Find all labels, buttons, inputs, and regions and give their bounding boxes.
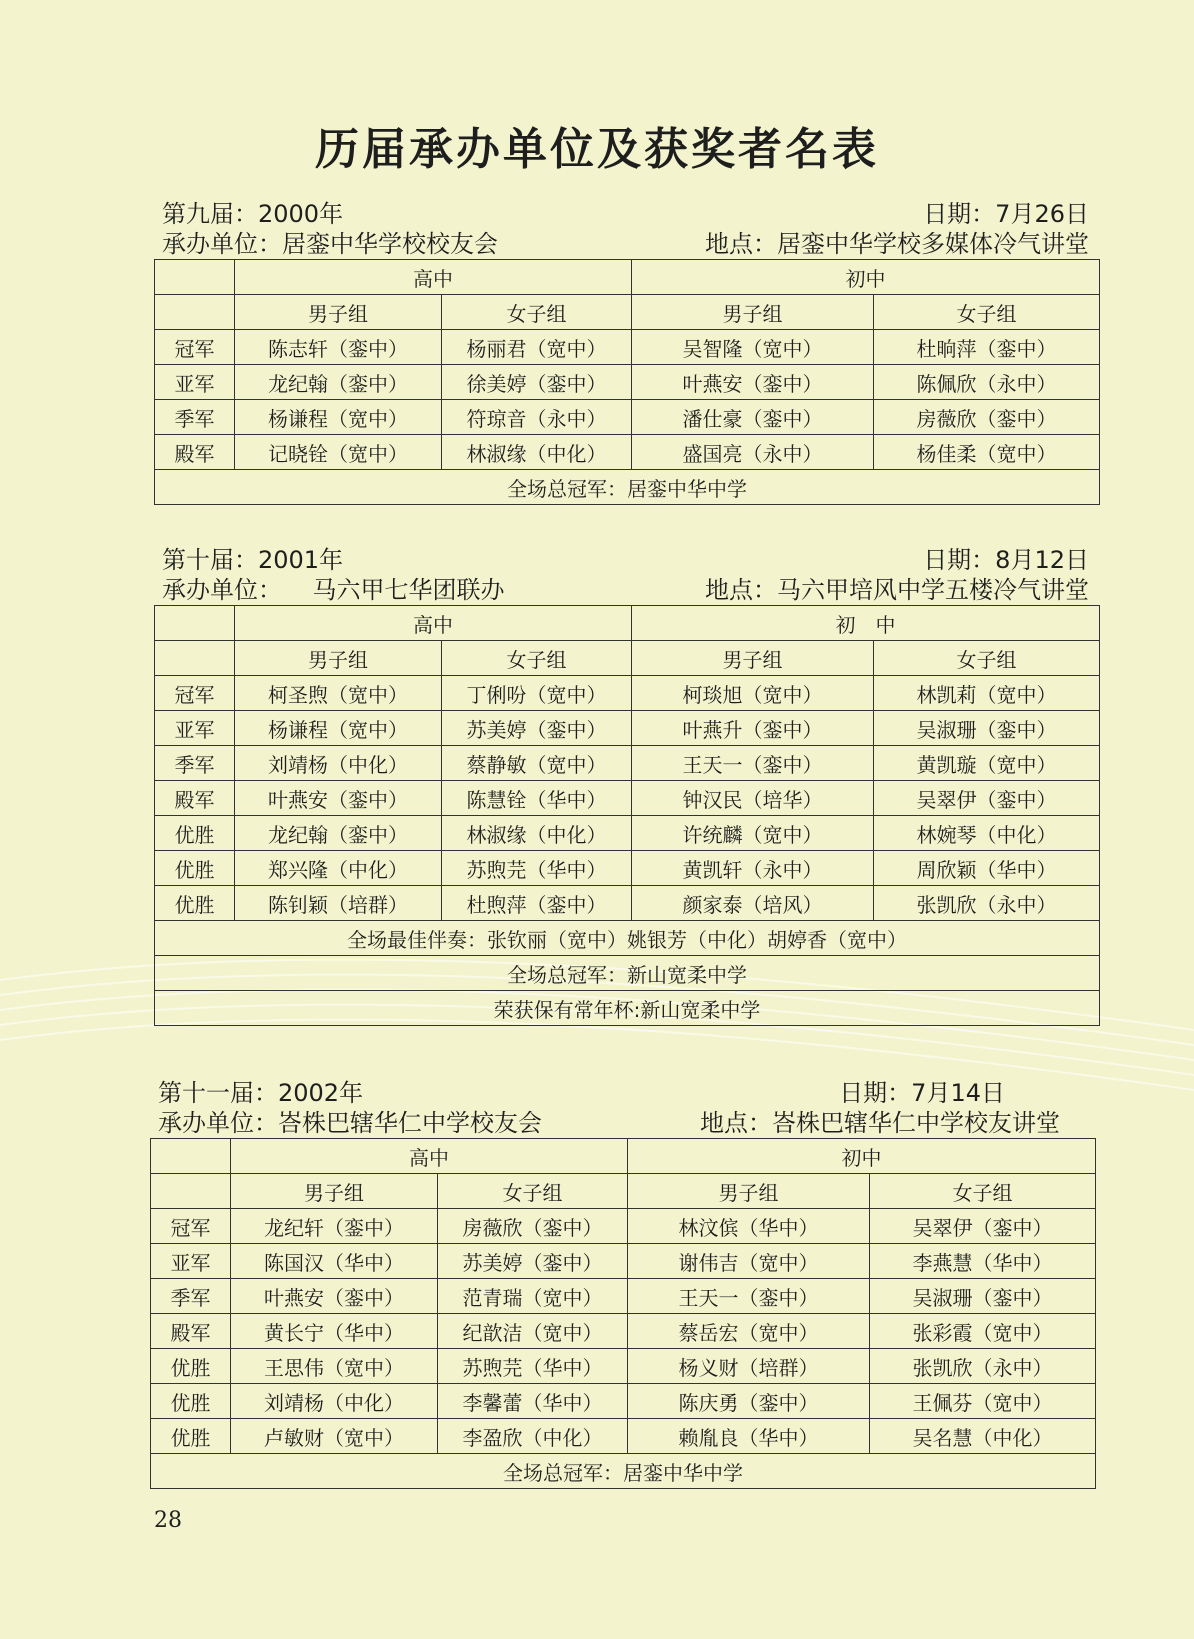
table-row xyxy=(155,676,1100,711)
organizer-label: 承办单位：居銮中华学校校友会 xyxy=(162,230,498,258)
winner-cell: 柯圣煦（宽中） xyxy=(235,676,442,711)
winner-cell: 丁俐吩（宽中） xyxy=(442,676,632,711)
edition-label: 第九届：2000年 xyxy=(162,200,344,228)
winner-cell: 刘靖杨（中化） xyxy=(235,746,442,781)
rank-cell: 殿军 xyxy=(155,781,235,816)
winner-cell: 叶燕安（銮中） xyxy=(231,1279,438,1314)
winner-cell: 李燕慧（华中） xyxy=(870,1244,1096,1279)
level-header: 初 中 xyxy=(632,606,1100,641)
results-table xyxy=(150,1138,1096,1489)
winner-cell: 谢伟吉（宽中） xyxy=(628,1244,870,1279)
table-row xyxy=(155,851,1100,886)
winner-cell: 陈国汉（华中） xyxy=(231,1244,438,1279)
winner-cell: 杜晌萍（銮中） xyxy=(874,330,1100,365)
winner-cell: 林婉琴（中化） xyxy=(874,816,1100,851)
section-header-row-2 xyxy=(154,575,1099,605)
winner-cell: 李盈欣（中化） xyxy=(438,1419,628,1454)
rank-cell: 优胜 xyxy=(155,816,235,851)
venue-label: 地点：马六甲培风中学五楼冷气讲堂 xyxy=(705,576,1089,604)
winner-cell: 陈钊颖（培群） xyxy=(235,886,442,921)
winner-cell: 李馨蕾（华中） xyxy=(438,1384,628,1419)
footer-row xyxy=(151,1454,1096,1489)
page-title: 历届承办单位及获奖者名表 xyxy=(315,124,879,175)
winner-cell: 范青瑞（宽中） xyxy=(438,1279,628,1314)
page-number: 28 xyxy=(154,1508,182,1533)
level-header: 初中 xyxy=(628,1139,1096,1174)
winner-cell: 龙纪翰（銮中） xyxy=(235,816,442,851)
date-label: 日期：7月26日 xyxy=(923,200,1089,228)
venue-label: 地点：峇株巴辖华仁中学校友讲堂 xyxy=(700,1109,1060,1137)
section-header-row-2 xyxy=(150,1108,1095,1138)
winner-cell: 盛国亮（永中） xyxy=(632,435,874,470)
group-header: 男子组 xyxy=(632,641,874,676)
corner-cell xyxy=(151,1139,231,1174)
rank-cell: 殿军 xyxy=(155,435,235,470)
winner-cell: 颜家泰（培风） xyxy=(632,886,874,921)
table-row xyxy=(151,1349,1096,1384)
winner-cell: 记晓铨（宽中） xyxy=(235,435,442,470)
level-header-row xyxy=(151,1139,1096,1174)
group-header-row xyxy=(155,295,1100,330)
winner-cell: 林淑缘（中化） xyxy=(442,435,632,470)
winner-cell: 蔡静敏（宽中） xyxy=(442,746,632,781)
group-header: 女子组 xyxy=(442,641,632,676)
footer-row xyxy=(155,991,1100,1026)
results-table xyxy=(154,259,1100,505)
rank-cell: 优胜 xyxy=(151,1384,231,1419)
winner-cell: 周欣颖（华中） xyxy=(874,851,1100,886)
winner-cell: 吴翠伊（銮中） xyxy=(874,781,1100,816)
winner-cell: 柯琰旭（宽中） xyxy=(632,676,874,711)
winner-cell: 郑兴隆（中化） xyxy=(235,851,442,886)
winner-cell: 黄凯轩（永中） xyxy=(632,851,874,886)
winner-cell: 杨谦程（宽中） xyxy=(235,711,442,746)
table-row xyxy=(155,781,1100,816)
group-header: 男子组 xyxy=(235,295,442,330)
table-row xyxy=(155,746,1100,781)
level-header: 初中 xyxy=(632,260,1100,295)
section-header-row-1 xyxy=(154,199,1099,229)
group-header-row xyxy=(151,1174,1096,1209)
table-row xyxy=(155,435,1100,470)
table-row xyxy=(155,330,1100,365)
group-header: 女子组 xyxy=(442,295,632,330)
rank-cell: 亚军 xyxy=(155,365,235,400)
overall-champion: 全场总冠军：居銮中华中学 xyxy=(151,1454,1096,1489)
table-row xyxy=(151,1314,1096,1349)
perpetual-trophy: 荣获保有常年杯:新山宽柔中学 xyxy=(155,991,1100,1026)
table-row xyxy=(155,400,1100,435)
venue-label: 地点：居銮中华学校多媒体冷气讲堂 xyxy=(705,230,1089,258)
rank-cell: 冠军 xyxy=(155,676,235,711)
winner-cell: 杜煦萍（銮中） xyxy=(442,886,632,921)
table-row xyxy=(151,1209,1096,1244)
winner-cell: 叶燕升（銮中） xyxy=(632,711,874,746)
winner-cell: 杨佳柔（宽中） xyxy=(874,435,1100,470)
winner-cell: 张彩霞（宽中） xyxy=(870,1314,1096,1349)
winner-cell: 房薇欣（銮中） xyxy=(874,400,1100,435)
winner-cell: 符琼音（永中） xyxy=(442,400,632,435)
winner-cell: 王思伟（宽中） xyxy=(231,1349,438,1384)
winner-cell: 龙纪轩（銮中） xyxy=(231,1209,438,1244)
best-accompanist: 全场最佳伴奏：张钦丽（宽中）姚银芳（中化）胡婷香（宽中） xyxy=(155,921,1100,956)
results-table xyxy=(154,605,1100,1026)
winner-cell: 徐美婷（銮中） xyxy=(442,365,632,400)
rank-cell: 优胜 xyxy=(155,886,235,921)
group-header-row xyxy=(155,641,1100,676)
group-header: 女子组 xyxy=(874,641,1100,676)
winner-cell: 杨丽君（宽中） xyxy=(442,330,632,365)
edition-section-9 xyxy=(154,199,1099,505)
edition-label: 第十届：2001年 xyxy=(162,546,344,574)
edition-section-10 xyxy=(154,545,1099,1026)
rank-cell: 季军 xyxy=(155,400,235,435)
rank-cell: 优胜 xyxy=(151,1349,231,1384)
rank-cell: 优胜 xyxy=(155,851,235,886)
winner-cell: 张凯欣（永中） xyxy=(870,1349,1096,1384)
winner-cell: 吴名慧（中化） xyxy=(870,1419,1096,1454)
table-row xyxy=(151,1244,1096,1279)
group-header: 女子组 xyxy=(870,1174,1096,1209)
edition-label: 第十一届：2002年 xyxy=(158,1079,364,1107)
winner-cell: 张凯欣（永中） xyxy=(874,886,1100,921)
level-header: 高中 xyxy=(235,606,632,641)
group-header: 女子组 xyxy=(438,1174,628,1209)
rank-cell: 亚军 xyxy=(155,711,235,746)
table-row xyxy=(155,816,1100,851)
date-label: 日期：7月14日 xyxy=(839,1079,1005,1107)
level-header: 高中 xyxy=(231,1139,628,1174)
winner-cell: 吴翠伊（銮中） xyxy=(870,1209,1096,1244)
winner-cell: 苏美婷（銮中） xyxy=(438,1244,628,1279)
section-header-row-1 xyxy=(150,1078,1095,1108)
table-row xyxy=(155,711,1100,746)
rank-cell: 优胜 xyxy=(151,1419,231,1454)
winner-cell: 钟汉民（培华） xyxy=(632,781,874,816)
winner-cell: 林淑缘（中化） xyxy=(442,816,632,851)
winner-cell: 杨谦程（宽中） xyxy=(235,400,442,435)
winner-cell: 林汶傧（华中） xyxy=(628,1209,870,1244)
section-header-row-1 xyxy=(154,545,1099,575)
rank-cell: 亚军 xyxy=(151,1244,231,1279)
winner-cell: 蔡岳宏（宽中） xyxy=(628,1314,870,1349)
overall-champion: 全场总冠军：居銮中华中学 xyxy=(155,470,1100,505)
winner-cell: 叶燕安（銮中） xyxy=(632,365,874,400)
group-header: 男子组 xyxy=(632,295,874,330)
winner-cell: 王天一（銮中） xyxy=(632,746,874,781)
winner-cell: 陈庆勇（銮中） xyxy=(628,1384,870,1419)
winner-cell: 苏煦芫（华中） xyxy=(438,1349,628,1384)
rank-cell: 季军 xyxy=(151,1279,231,1314)
group-header: 男子组 xyxy=(235,641,442,676)
corner-cell xyxy=(155,606,235,641)
corner-cell xyxy=(155,641,235,676)
winner-cell: 苏美婷（銮中） xyxy=(442,711,632,746)
winner-cell: 龙纪翰（銮中） xyxy=(235,365,442,400)
winner-cell: 吴淑珊（銮中） xyxy=(870,1279,1096,1314)
winner-cell: 陈慧铨（华中） xyxy=(442,781,632,816)
edition-section-11 xyxy=(150,1078,1095,1489)
winner-cell: 潘仕豪（銮中） xyxy=(632,400,874,435)
winner-cell: 陈佩欣（永中） xyxy=(874,365,1100,400)
table-row xyxy=(155,886,1100,921)
rank-cell: 冠军 xyxy=(151,1209,231,1244)
table-row xyxy=(151,1419,1096,1454)
winner-cell: 赖胤良（华中） xyxy=(628,1419,870,1454)
winner-cell: 许统麟（宽中） xyxy=(632,816,874,851)
footer-row xyxy=(155,470,1100,505)
winner-cell: 陈志轩（銮中） xyxy=(235,330,442,365)
table-row xyxy=(151,1384,1096,1419)
winner-cell: 刘靖杨（中化） xyxy=(231,1384,438,1419)
rank-cell: 季军 xyxy=(155,746,235,781)
winner-cell: 杨义财（培群） xyxy=(628,1349,870,1384)
organizer-label: 承办单位： 马六甲七华团联办 xyxy=(162,576,505,604)
winner-cell: 王佩芬（宽中） xyxy=(870,1384,1096,1419)
footer-row xyxy=(155,956,1100,991)
winner-cell: 房薇欣（銮中） xyxy=(438,1209,628,1244)
winner-cell: 卢敏财（宽中） xyxy=(231,1419,438,1454)
section-header-row-2 xyxy=(154,229,1099,259)
winner-cell: 苏煦芫（华中） xyxy=(442,851,632,886)
level-header-row xyxy=(155,260,1100,295)
winner-cell: 王天一（銮中） xyxy=(628,1279,870,1314)
corner-cell xyxy=(155,295,235,330)
winner-cell: 黄凯璇（宽中） xyxy=(874,746,1100,781)
group-header: 女子组 xyxy=(874,295,1100,330)
group-header: 男子组 xyxy=(231,1174,438,1209)
group-header: 男子组 xyxy=(628,1174,870,1209)
footer-row xyxy=(155,921,1100,956)
corner-cell xyxy=(151,1174,231,1209)
date-label: 日期：8月12日 xyxy=(923,546,1089,574)
overall-champion: 全场总冠军：新山宽柔中学 xyxy=(155,956,1100,991)
table-row xyxy=(155,365,1100,400)
corner-cell xyxy=(155,260,235,295)
winner-cell: 叶燕安（銮中） xyxy=(235,781,442,816)
level-header: 高中 xyxy=(235,260,632,295)
rank-cell: 冠军 xyxy=(155,330,235,365)
rank-cell: 殿军 xyxy=(151,1314,231,1349)
winner-cell: 吴淑珊（銮中） xyxy=(874,711,1100,746)
winner-cell: 林凯莉（宽中） xyxy=(874,676,1100,711)
winner-cell: 黄长宁（华中） xyxy=(231,1314,438,1349)
organizer-label: 承办单位：峇株巴辖华仁中学校友会 xyxy=(158,1109,542,1137)
level-header-row xyxy=(155,606,1100,641)
winner-cell: 纪歆洁（宽中） xyxy=(438,1314,628,1349)
table-row xyxy=(151,1279,1096,1314)
winner-cell: 吴智隆（宽中） xyxy=(632,330,874,365)
